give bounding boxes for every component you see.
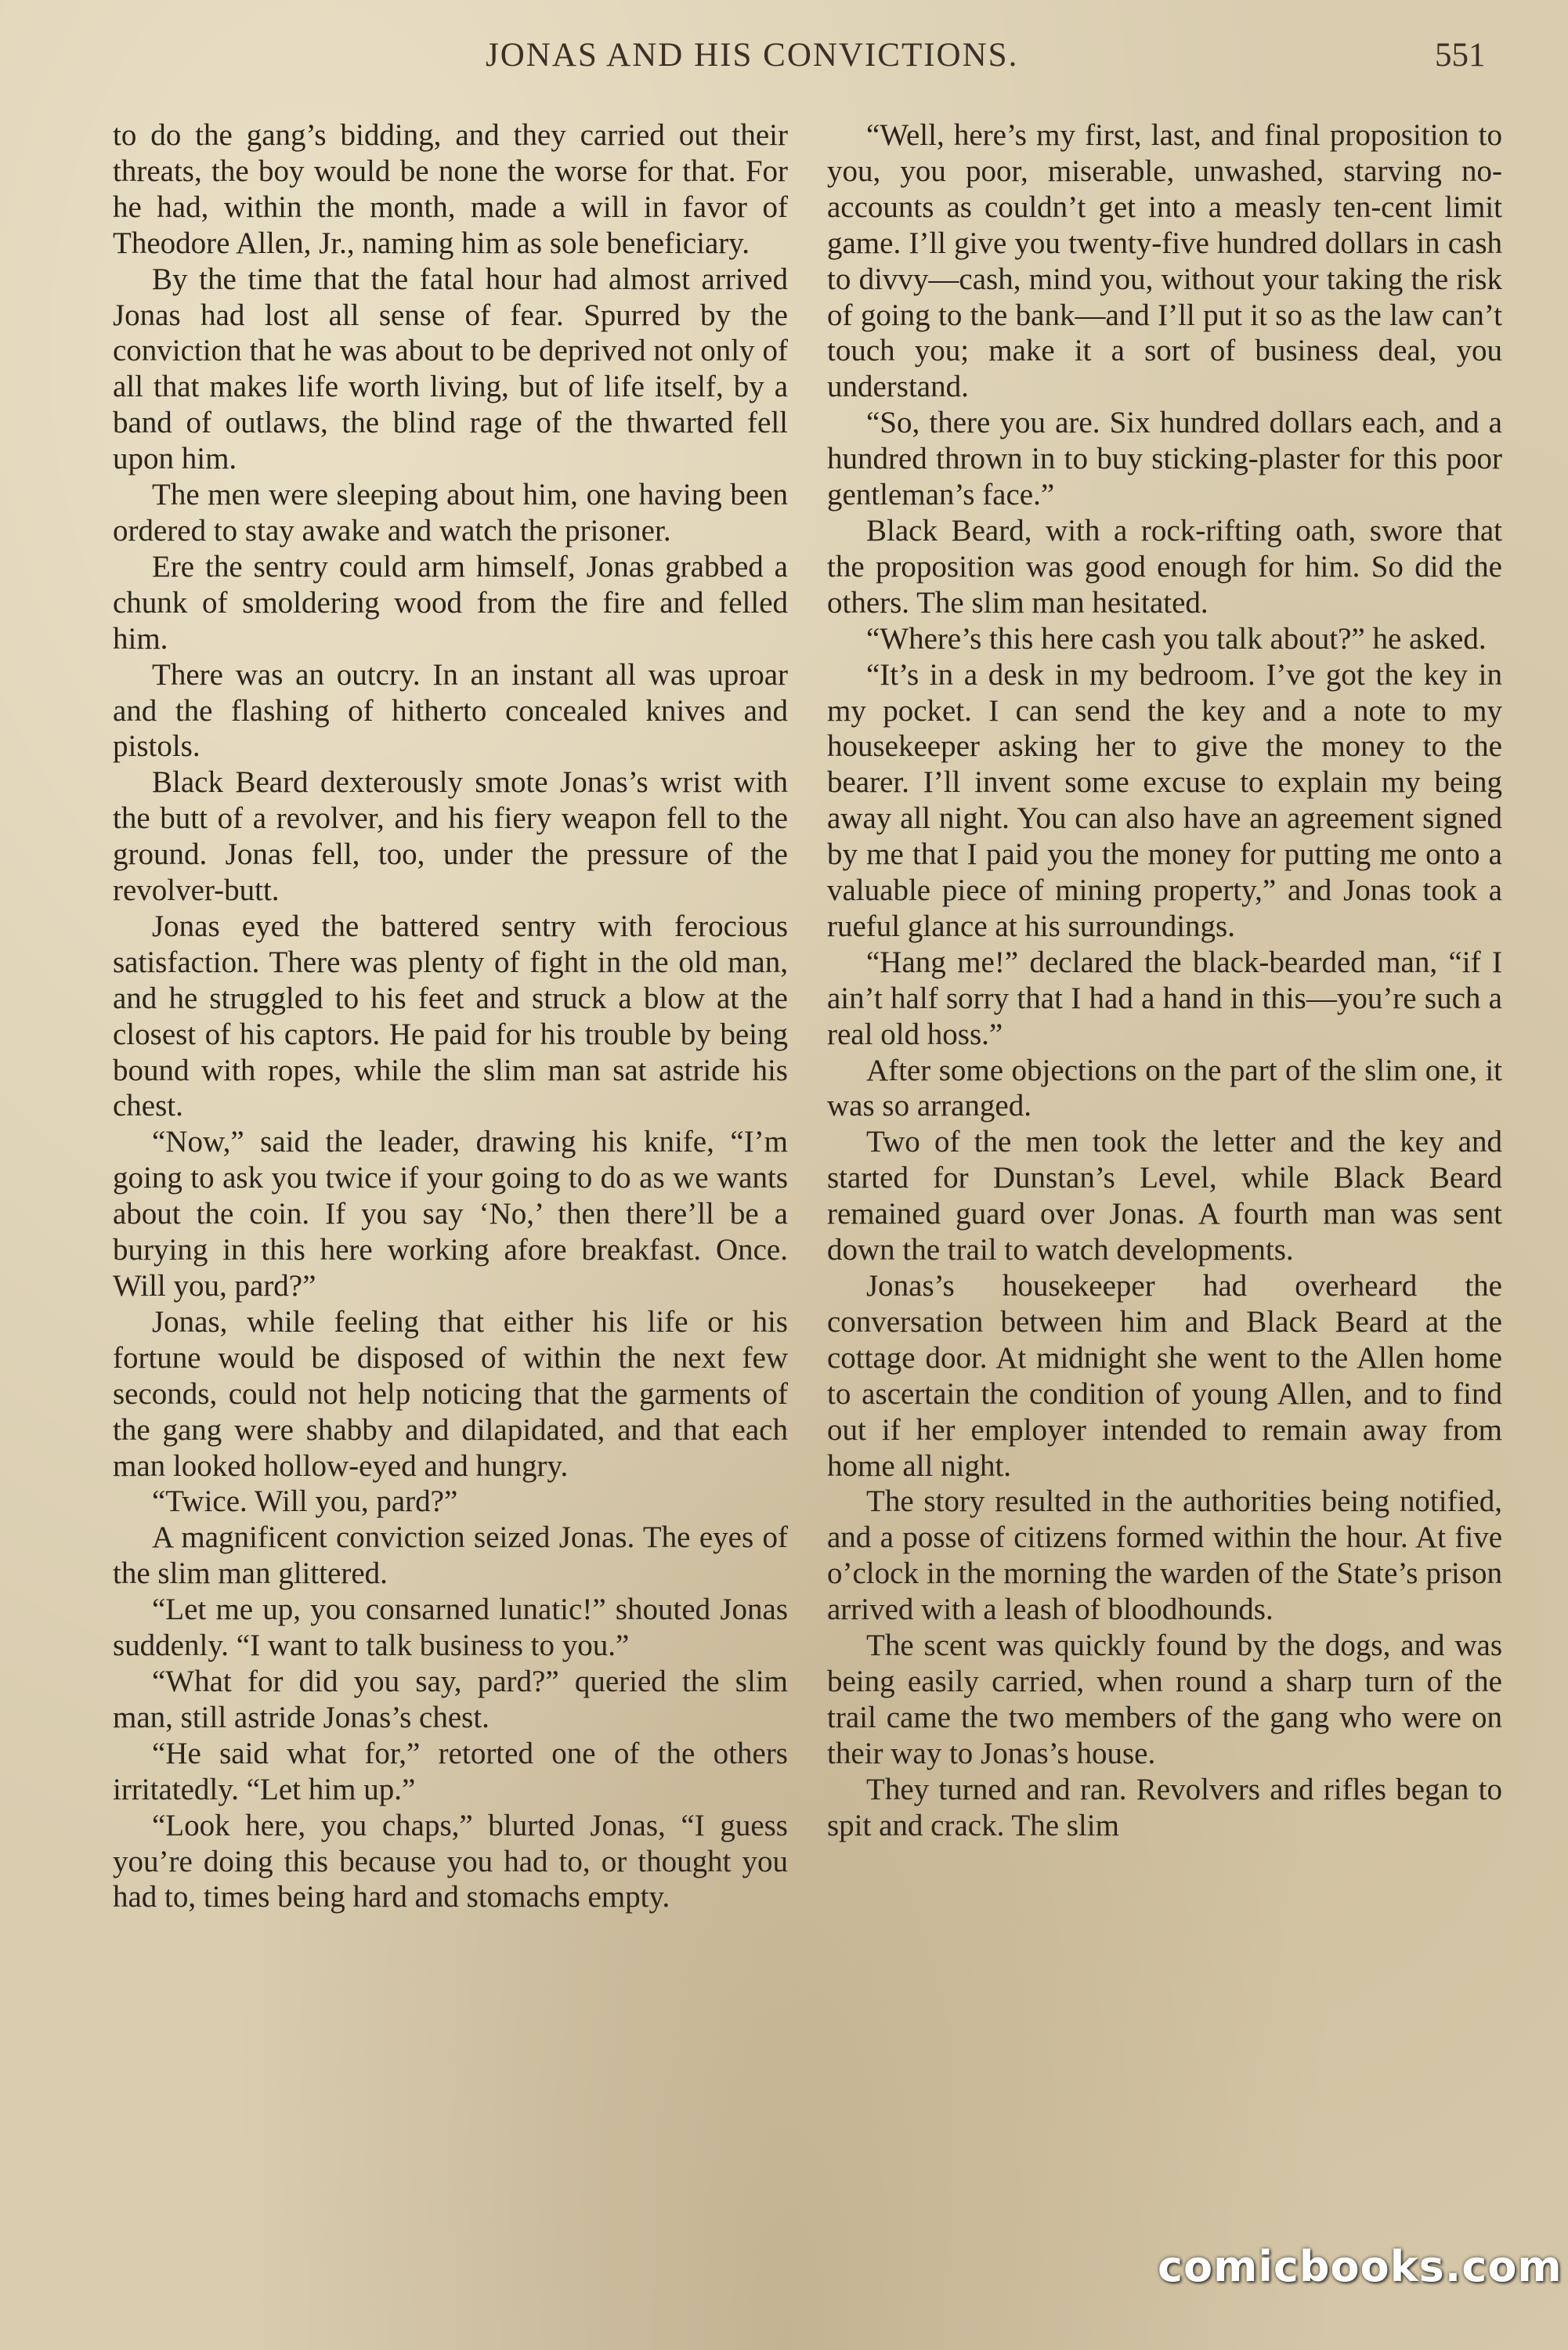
paragraph: By the time that the fatal hour had almost arrived Jonas had lost all sense of fear. Spurred by the conviction that he was about to be deprived not only of all that makes life worth living, but of life itself, by a band of outlaws, the blind rage of the thwarted fell upon him. <box>113 262 788 476</box>
paragraph: After some objections on the part of the slim one, it was so arranged. <box>827 1053 1502 1123</box>
paragraph: A magnificent conviction seized Jonas. The eyes of the slim man glittered. <box>113 1520 788 1591</box>
watermark: comicbooks.com <box>1158 2242 1563 2291</box>
paragraph: Ere the sentry could arm himself, Jonas grabbed a chunk of smoldering wood from the fire and felled him. <box>113 549 788 656</box>
right-column <box>827 118 1502 1844</box>
paragraph: Jonas eyed the battered sentry with ferocious satisfaction. There was plenty of fight in the old man, and he struggled to his feet and struck a blow at the closest of his captors. He paid for his trouble by being bound with ropes, while the slim man sat astride his chest. <box>113 909 788 1123</box>
paragraph: “He said what for,” retorted one of the others irritatedly. “Let him up.” <box>113 1736 788 1806</box>
running-head: JONAS AND HIS CONVICTIONS. <box>486 37 1019 74</box>
paragraph: The story resulted in the authorities being notified, and a posse of citizens formed within the hour. At five o’clock in the morning the warden of the State’s prison arrived with a leash of bloodhounds. <box>827 1484 1502 1627</box>
paragraph: “Hang me!” declared the black-bearded man, “if I ain’t half sorry that I had a hand in this—you’re such a real old hoss.” <box>827 945 1502 1051</box>
paragraph: Two of the men took the letter and the key and started for Dunstan’s Level, while Black Beard remained guard over Jonas. A fourth man was sent down the trail to watch developments. <box>827 1125 1502 1267</box>
paragraph: to do the gang’s bidding, and they carried out their threats, the boy would be none the worse for that. For he had, within the month, made a will in favor of Theodore Allen, Jr., naming him as sole beneficiary. <box>113 118 788 260</box>
paragraph: Black Beard dexterously smote Jonas’s wrist with the butt of a revolver, and his fiery weapon fell to the ground. Jonas fell, too, under the pressure of the revolver-butt. <box>113 765 788 908</box>
paragraph: There was an outcry. In an instant all was uproar and the flashing of hitherto concealed knives and pistols. <box>113 657 788 764</box>
paragraph: “Look here, you chaps,” blurted Jonas, “I guess you’re doing this because you had to, or thought you had to, times being hard and stomachs empty. <box>113 1808 788 1914</box>
page-header <box>0 36 1568 91</box>
paragraph: “Twice. Will you, pard?” <box>152 1484 458 1519</box>
paragraph: “It’s in a desk in my bedroom. I’ve got the key in my pocket. I can send the key and a note to my housekeeper asking her to give the money to the bearer. I’ll invent some excuse to explain my being away all night. You can also have an agreement signed by me that I paid you the money for putting me onto a valuable piece of mining property,” and Jonas took a rueful glance at his surroundings. <box>827 657 1502 943</box>
paragraph: Black Beard, with a rock-rifting oath, swore that the proposition was good enough for him. So did the others. The slim man hesitated. <box>827 513 1502 620</box>
page-number: 551 <box>1435 37 1486 74</box>
paragraph: The men were sleeping about him, one having been ordered to stay awake and watch the prisoner. <box>113 478 788 548</box>
paragraph: “Now,” said the leader, drawing his knife, “I’m going to ask you twice if your going to do as we wants about the coin. If you say ‘No,’ then there’ll be a burying in this here working afore breakfast. Once. Will you, pard?” <box>113 1125 788 1303</box>
paragraph: “Where’s this here cash you talk about?” he asked. <box>866 621 1487 656</box>
left-column <box>113 118 788 1915</box>
paragraph: Jonas, while feeling that either his life or his fortune would be disposed of within the next few seconds, could not help noticing that the garments of the gang were shabby and dilapidated, and that each man looked hollow-eyed and hungry. <box>113 1304 788 1483</box>
paragraph: “Well, here’s my first, last, and final proposition to you, you poor, miserable, unwashed, starving no-accounts as couldn’t get into a measly ten-cent limit game. I’ll give you twenty-five hundred dollars in cash to divvy—cash, mind you, without your taking the risk of going to the bank—and I’ll put it so as the law can’t touch you; make it a sort of business deal, you understand. <box>827 118 1502 404</box>
paragraph: “So, there you are. Six hundred dollars each, and a hundred thrown in to buy sticking-plaster for this poor gentleman’s face.” <box>827 406 1502 512</box>
paragraph: “Let me up, you consarned lunatic!” shouted Jonas suddenly. “I want to talk business to you.” <box>113 1593 788 1663</box>
paragraph: They turned and ran. Revolvers and rifles began to spit and crack. The slim <box>827 1772 1502 1842</box>
paragraph: Jonas’s housekeeper had overheard the conversation between him and Black Beard at the cottage door. At midnight she went to the Allen home to ascertain the condition of young Allen, and to find out if her employer intended to remain away from home all night. <box>827 1269 1502 1483</box>
paragraph: “What for did you say, pard?” queried the slim man, still astride Jonas’s chest. <box>113 1664 788 1734</box>
paragraph: The scent was quickly found by the dogs, and was being easily carried, when round a sharp turn of the trail came the two members of the gang who were on their way to Jonas’s house. <box>827 1629 1502 1770</box>
